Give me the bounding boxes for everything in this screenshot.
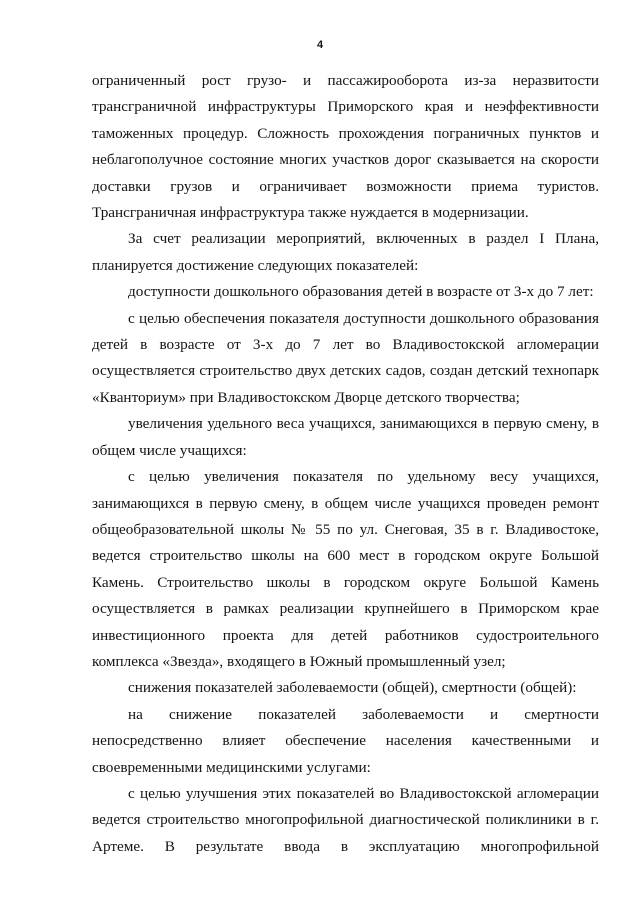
paragraph-medical-services: на снижение показателей заболеваемости и смертности непосредственно влияет обеспечение населения качественными и своевременными медицинскими услугами: [92,705,599,776]
paragraph-morbidity-indicator: снижения показателей заболеваемости (общей), смертности (общей): [128,679,577,697]
paragraph-first-shift-measures: с целью увеличения показателя по удельному весу учащихся, занимающихся в первую смену, в общем числе учащихся проведен ремонт общеобразовательной школы № 55 по ул. Снеговая, 35 в г. Владивостоке, ведется строительство школы на 600 мест в городском округе Большой Камень. Строительство школы в городском округе Большой Камень осуществляется в рамках реализации крупнейшего в Приморском крае инвестиционного проекта для детей работников судостроительного комплекса «Звезда», входящего в Южный промышленный узел; [92,468,599,670]
document-body [92,68,599,860]
paragraph-border-infrastructure: ограниченный рост грузо- и пассажирооборота из-за неразвитости трансграничной инфраструктуры Приморского края и неэффективности таможенных процедур. Сложность прохождения пограничных пунктов и неблагополучное состояние многих участков дорог сказывается на скорости доставки грузов и ограничивает возможности приема туристов. Трансграничная инфраструктура также нуждается в модернизации. [92,72,599,222]
paragraph-preschool-measures: с целью обеспечения показателя доступности дошкольного образования детей в возрасте от 3-х до 7 лет во Владивостокской агломерации осуществляется строительство двух детских садов, создан детский технопарк «Кванториум» при Владивостокском Дворце детского творчества; [92,309,599,406]
paragraph-preschool-indicator: доступности дошкольного образования детей в возрасте от 3-х до 7 лет: [128,283,594,301]
paragraph-polyclinic-construction: с целью улучшения этих показателей во Владивостокской агломерации ведется строительство многопрофильной диагностической поликлиники в г. Артеме. В результате ввода в эксплуатацию многопрофильной [92,784,599,855]
page-number: 4 [316,39,324,51]
paragraph-first-shift-indicator: увеличения удельного веса учащихся, занимающихся в первую смену, в общем числе учащихся: [92,415,599,459]
paragraph-plan-indicators-intro: За счет реализации мероприятий, включенных в раздел I Плана, планируется достижение следующих показателей: [92,230,599,274]
